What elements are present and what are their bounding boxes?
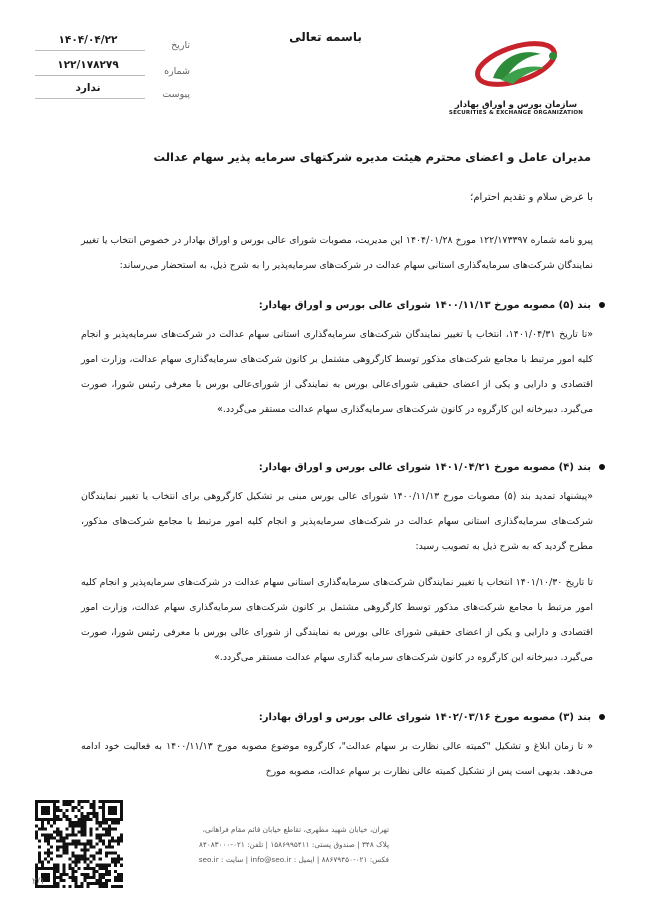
section-1-paragraph: «تا تاریخ ۱۴۰۱/۰۴/۳۱، انتخاب یا تغییر نمایندگان شرکت‌های سرمایه‌گذاری استانی سهام عدالت در شرکت‌های سرمایه‌پذیر و انجام کلیه امور مرتبط با مجامع شرکت‌های مذکور توسط کارگروهی مشتمل بر کانون شرکت‌های سرمایه‌گذاری سهام عدالت، وزارت امور اقتصادی و دارایی و یکی از اعضای حقیقی شورای‌عالی بورس به نمایندگی از شورای‌عالی بورس با معرفی رئیس شورا، صورت می‌گیرد. دبیرخانه این کارگروه در کانون شرکت‌های سرمایه‌گذاری سهام عدالت مستقر می‌گردد.» — [81, 329, 593, 415]
footer-contact-line: فکس: ۰۲۱-۸۸۶۷۹۴۵۰ | ایمیل : info@seo.ir | سایت : seo.ir — [198, 855, 389, 864]
logo-name-en: SECURITIES & EXCHANGE ORGANIZATION — [448, 110, 584, 116]
section-2-paragraph-2: تا تاریخ ۱۴۰۱/۱۰/۳۰ انتخاب یا تغییر نمایندگان شرکت‌های سرمایه‌گذاری استانی سهام عدالت در شرکت‌های سرمایه‌پذیر و انجام کلیه امور مرتبط با مجامع شرکت‌های مذکور توسط کارگروهی مشتمل بر کانون شرکت‌های سرمایه‌گذاری سهام عدالت، وزارت امور اقتصادی و دارایی و یکی از اعضای حقیقی شورای عالی بورس به نمایندگی از شورای عالی بورس با معرفی رئیس شورا، صورت می‌گیرد. دبیرخانه این کارگروه در کانون شرکت‌های سرمایه گذاری سهام عدالت مستقر می‌گردد.» — [81, 577, 593, 663]
footer-address-line: تهران، خیابان شهید مطهری، تقاطع خیابان قائم مقام فراهانی، — [202, 825, 389, 834]
footer-postal-line: پلاک ۳۴۸ | صندوق پستی: ۱۵۸۶۹۹۵۴۱۱ | تلفن: ۰۲۱-۸۴۰۸۳۰۰۰ — [199, 840, 389, 849]
bullet-icon — [599, 302, 605, 308]
greeting: با عرض سلام و تقدیم احترام؛ — [470, 192, 593, 203]
logo-name-fa: سازمان بورس و اوراق بهادار — [454, 100, 578, 110]
letter-recipient-title: مدیران عامل و اعضای محترم هیئت مدیره شرکتهای سرمایه پذیر سهام عدالت — [153, 150, 591, 164]
attachment-underline — [35, 98, 145, 99]
date-label: تاریخ — [171, 40, 190, 51]
number-value: ۱۲۲/۱۷۸۲۷۹ — [57, 59, 119, 71]
attachment-value: ندارد — [75, 82, 101, 94]
date-value: ۱۴۰۴/۰۴/۲۲ — [58, 34, 118, 46]
number-label: شماره — [164, 66, 190, 77]
page-number: ۲/۱ — [32, 877, 45, 887]
section-heading-2: بند (۴) مصوبه مورخ ۱۴۰۱/۰۴/۲۱ شورای عالی بورس و اوراق بهادار: — [75, 462, 605, 473]
attachment-label: پیوست — [162, 89, 190, 100]
bismillah: باسمه تعالی — [289, 30, 362, 44]
intro-paragraph: پیرو نامه شماره ۱۲۲/۱۷۳۳۹۷ مورخ ۱۴۰۴/۰۱/۲۸ این مدیریت، مصوبات شورای عالی بورس و اوراق بهادار در خصوص انتخاب یا تغییر نمایندگان شرکت‌های سرمایه‌گذاری استانی سهام عدالت در شرکت‌های سرمایه‌پذیر را به شرح ذیل، به استحضار می‌رساند: — [81, 235, 593, 271]
section-2-paragraph-1: «پیشنهاد تمدید بند (۵) مصوبات مورخ ۱۴۰۰/۱۱/۱۳ شورای عالی بورس مبنی بر تشکیل کارگروهی برای انتخاب یا تغییر نمایندگان شرکت‌های سرمایه‌گذاری استانی سهام عدالت در شرکت‌های سرمایه‌پذیر و انجام کلیه امور مرتبط با مجامع شرکت‌های مذکور، مطرح گردید که به شرح ذیل به تصویب رسید: — [81, 491, 594, 552]
bullet-icon — [599, 464, 605, 470]
section-heading-3: بند (۳) مصوبه مورخ ۱۴۰۲/۰۳/۱۶ شورای عالی بورس و اوراق بهادار: — [75, 712, 605, 723]
section-3-paragraph: « تا زمان ابلاغ و تشکیل "کمیته عالی نظارت بر سهام عدالت"، کارگروه موضوع مصوبه مورخ ۱۴۰۰/۱۱/۱۳ به فعالیت خود ادامه می‌دهد. بدیهی است پس از تشکیل کمیته عالی نظارت بر سهام عدالت، مصوبه مورخ — [81, 741, 593, 777]
seo-logo-icon — [441, 34, 591, 96]
number-underline — [35, 75, 145, 76]
date-underline — [35, 50, 145, 51]
seo-logo — [441, 34, 591, 120]
section-heading-1: بند (۵) مصوبه مورخ ۱۴۰۰/۱۱/۱۳ شورای عالی بورس و اوراق بهادار: — [75, 300, 605, 311]
bullet-icon — [599, 714, 605, 720]
footer-address — [109, 822, 389, 867]
